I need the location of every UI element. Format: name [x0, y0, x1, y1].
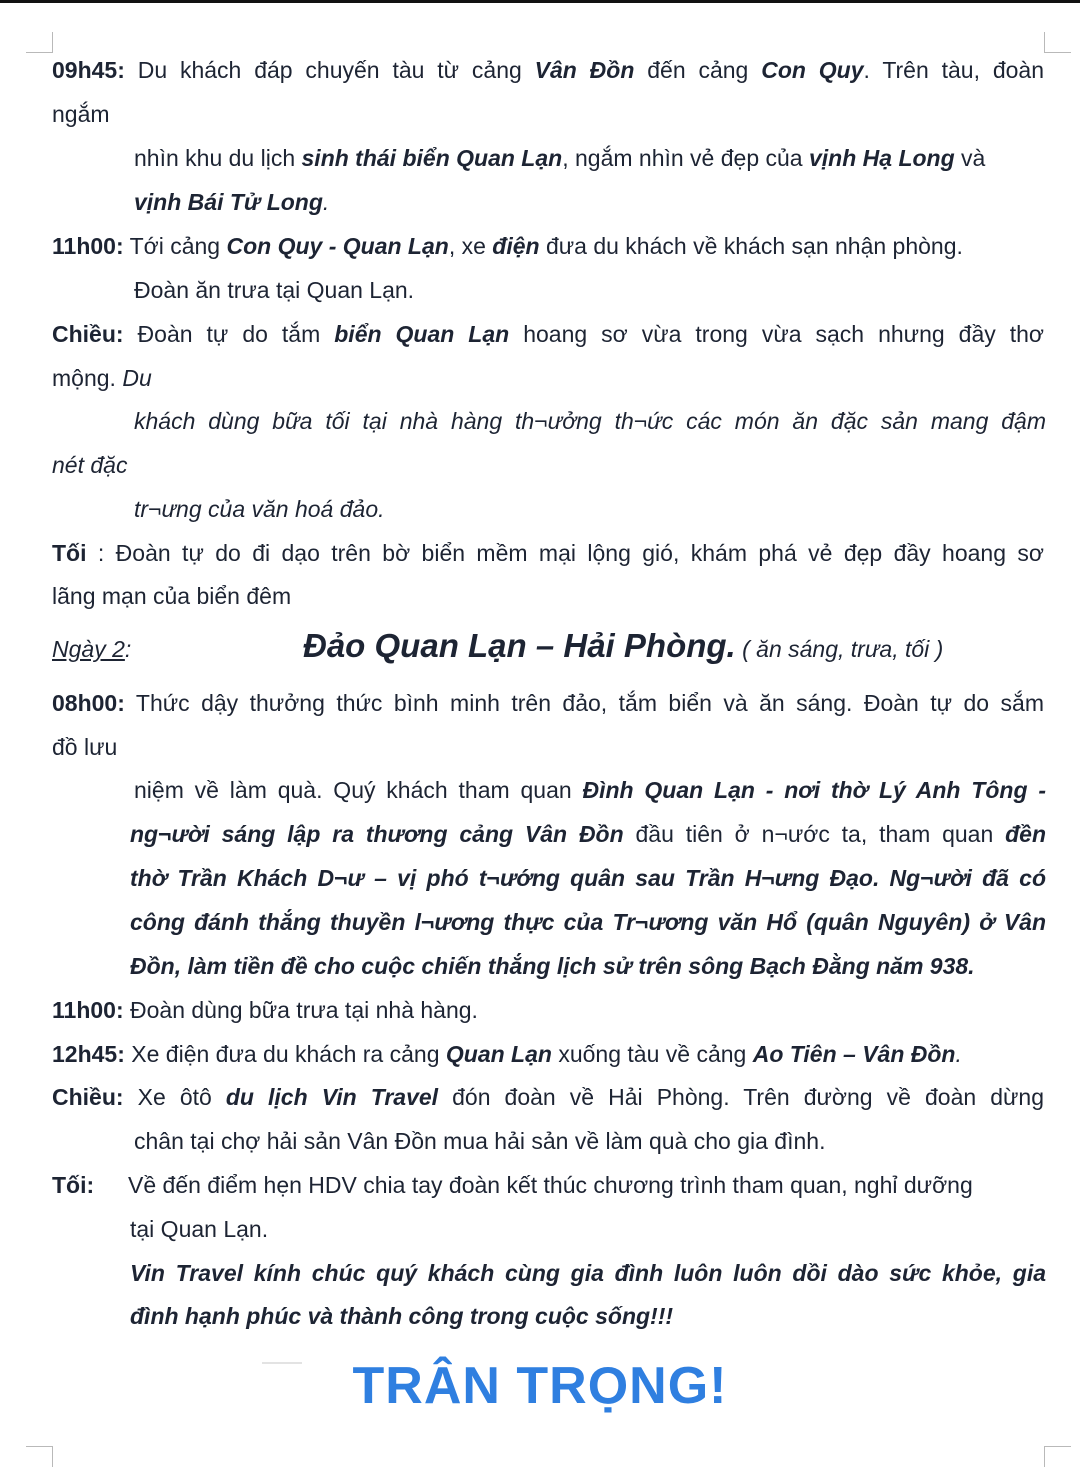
d2-p1-line1: 08h00: Thức dậy thưởng thức bình minh trên đảo, tắm biển và ăn sáng. Đoàn tự do sắm — [52, 690, 1044, 716]
d1-p3-line3: khách dùng bữa tối tại nhà hàng th¬ưởng th¬ức các món ăn đặc sản mang đậm — [134, 408, 1046, 434]
d2-p5-line2: tại Quan Lạn. — [130, 1216, 269, 1242]
d2-p1-line3: niệm về làm quà. Quý khách tham quan Đình Quan Lạn - nơi thờ Lý Anh Tông - — [134, 777, 1046, 803]
d2-p1-line6: công đánh thắng thuyền l¬ương thực của Tr¬ương văn Hổ (quân Nguyên) ở Vân — [130, 909, 1046, 935]
d2-p5-line1: Tối: Về đến điểm hẹn HDV chia tay đoàn kết thúc chương trình tham quan, nghỉ dưỡng — [52, 1172, 973, 1198]
d1-p1-line3: nhìn khu du lịch sinh thái biển Quan Lạn, ngắm nhìn vẻ đẹp của vịnh Hạ Long và — [134, 145, 986, 171]
d2-p1-line7: Đồn, làm tiền đề cho cuộc chiến thắng lịch sử trên sông Bạch Đằng năm 938. — [130, 953, 975, 979]
crop-mark-top-right — [1044, 32, 1071, 53]
d1-p2-line1: 11h00: Tới cảng Con Quy - Quan Lạn, xe điện đưa du khách về khách sạn nhận phòng. — [52, 233, 963, 259]
d1-p2-line2: Đoàn ăn trưa tại Quan Lạn. — [134, 277, 415, 303]
time-label: Tối — [52, 540, 87, 566]
wish-line2: đình hạnh phúc và thành công trong cuộc sống!!! — [130, 1303, 674, 1329]
crop-mark-bottom-left — [26, 1446, 53, 1467]
time-label: 12h45: — [52, 1041, 125, 1067]
d1-p3-line5: tr¬ưng của văn hoá đảo. — [134, 496, 385, 522]
d1-p3-line4: nét đặc — [52, 452, 128, 478]
top-border — [0, 0, 1080, 3]
d1-p1-line4: vịnh Bái Tử Long. — [134, 189, 330, 215]
d1-p1-line2: ngắm — [52, 101, 110, 127]
time-label: 11h00: — [52, 233, 124, 259]
meals-note: ( ăn sáng, trưa, tối ) — [735, 636, 944, 662]
d1-p3-line1: Chiều: Đoàn tự do tắm biển Quan Lạn hoang sơ vừa trong vừa sạch nhưng đầy thơ — [52, 321, 1044, 347]
d2-p2-line1: 11h00: Đoàn dùng bữa trưa tại nhà hàng. — [52, 997, 478, 1023]
time-label: 08h00: — [52, 690, 125, 716]
d2-p4-line1: Chiều: Xe ôtô du lịch Vin Travel đón đoàn về Hải Phòng. Trên đường về đoàn dừng — [52, 1084, 1045, 1110]
d1-p1-line1: 09h45: Du khách đáp chuyến tàu từ cảng Vân Đồn đến cảng Con Quy. Trên tàu, đoàn — [52, 57, 1044, 83]
time-label: 11h00: — [52, 997, 124, 1023]
crop-mark-bottom-right — [1044, 1446, 1071, 1467]
d2-p1-line5: thờ Trần Khách D¬ư – vị phó t¬ướng quân sau Trần H¬ưng Đạo. Ng¬ười đã có — [130, 865, 1046, 891]
d2-p4-line2: chân tại chợ hải sản Vân Đồn mua hải sản về làm quà cho gia đình. — [134, 1128, 826, 1154]
time-label: Tối: — [52, 1172, 95, 1198]
d2-p3-line1: 12h45: Xe điện đưa du khách ra cảng Quan Lạn xuống tàu về cảng Ao Tiên – Vân Đồn. — [52, 1041, 962, 1067]
d1-p3-line2: mộng. Du — [52, 365, 152, 391]
wish-line1: Vin Travel kính chúc quý khách cùng gia đình luôn luôn dồi dào sức khỏe, gia — [130, 1260, 1046, 1286]
day2-title: Đảo Quan Lạn – Hải Phòng. ( ăn sáng, trưa, tối ) — [303, 627, 944, 664]
time-label: 09h45: — [52, 57, 125, 83]
time-label: Chiều: — [52, 321, 124, 347]
d1-p4-line2: lãng mạn của biển đêm — [52, 583, 292, 609]
d2-p1-line4: ng¬ười sáng lập ra thương cảng Vân Đồn đầu tiên ở n¬ước ta, tham quan đền — [130, 821, 1046, 847]
closing-greeting: TRÂN TRỌNG! — [352, 1357, 728, 1415]
crop-mark-top-left — [26, 32, 53, 53]
time-label: Chiều: — [52, 1084, 124, 1110]
d1-p4-line1: Tối : Đoàn tự do đi dạo trên bờ biển mềm mại lộng gió, khám phá vẻ đẹp đầy hoang sơ — [52, 540, 1044, 566]
day2-label: Ngày 2: — [52, 636, 132, 662]
d2-p1-line2: đồ lưu — [52, 734, 118, 760]
